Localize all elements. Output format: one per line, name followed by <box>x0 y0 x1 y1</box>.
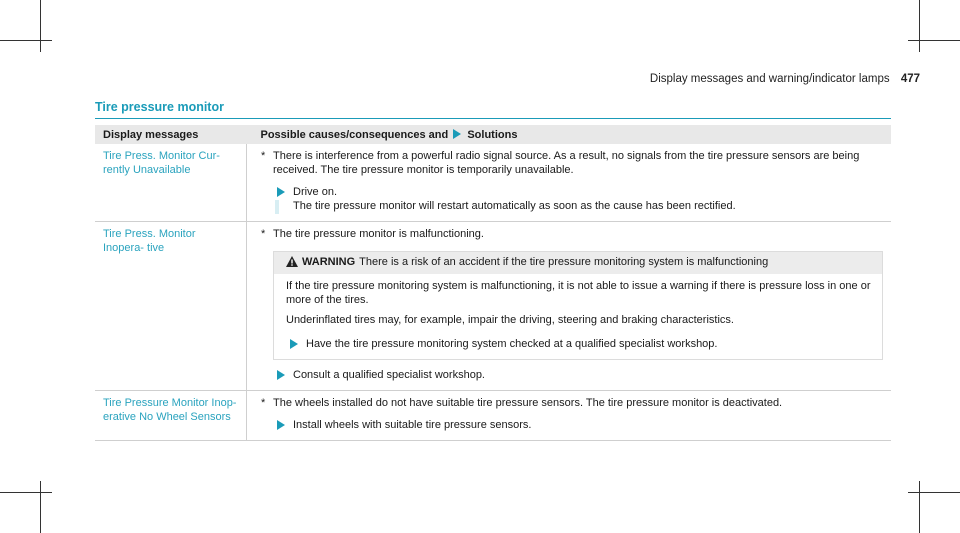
arrow-right-icon <box>277 187 285 197</box>
crop-mark <box>0 492 52 493</box>
warning-header <box>274 252 882 274</box>
details-cell <box>247 222 892 391</box>
message-cell: Tire Press. Monitor Cur- rently Unavailable <box>95 144 247 222</box>
section-title: Tire pressure monitor <box>95 100 224 114</box>
table-row <box>95 144 891 222</box>
solution-text: Install wheels with suitable tire pressure sensors. <box>293 419 532 431</box>
warning-paragraph: If the tire pressure monitoring system is malfunctioning, it is not able to issue a warning if there is pressure loss in one or more of the tires. <box>286 280 871 306</box>
result-marker-icon <box>275 200 279 214</box>
running-header <box>650 73 920 85</box>
warning-paragraph: Underinflated tires may, for example, impair the driving, steering and braking characteristics. <box>286 314 734 326</box>
bullet-star: * <box>261 228 266 240</box>
warning-box <box>273 251 883 360</box>
cause-item <box>261 227 883 241</box>
header-text: Display messages and warning/indicator lamps <box>649 73 890 85</box>
warning-triangle-icon <box>286 256 298 271</box>
crop-mark <box>40 0 41 52</box>
crop-mark <box>40 481 41 533</box>
arrow-right-icon <box>453 129 461 139</box>
bullet-star: * <box>261 397 266 409</box>
warning-label: WARNING <box>302 256 356 268</box>
warning-solution-text: Have the tire pressure monitoring system checked at a qualified specialist workshop. <box>306 338 718 350</box>
cause-text: The tire pressure monitor is malfunctioning. <box>273 228 484 240</box>
details-cell <box>247 144 892 222</box>
page-number: 477 <box>900 73 920 85</box>
col-header-causes-prefix: Possible causes/consequences and <box>260 128 449 141</box>
crop-mark <box>908 40 960 41</box>
table-row <box>95 391 891 441</box>
cause-item <box>261 149 883 177</box>
col-header-causes <box>247 125 892 144</box>
arrow-right-icon <box>290 339 298 349</box>
crop-mark <box>908 492 960 493</box>
message-cell: Tire Press. Monitor Inopera- tive <box>95 222 247 391</box>
title-rule <box>95 118 891 119</box>
bullet-star: * <box>261 150 266 162</box>
warning-solution-item <box>274 337 872 351</box>
cause-item <box>261 396 883 410</box>
crop-mark <box>919 0 920 52</box>
solution-text: Consult a qualified specialist workshop. <box>293 369 485 381</box>
crop-mark <box>0 40 52 41</box>
cause-text: There is interference from a powerful radio signal source. As a result, no signals from the tire pressure sensors are being received. The tire pressure monitor is temporarily unavailable. <box>273 150 860 176</box>
solution-result-text: The tire pressure monitor will restart automatically as soon as the cause has been rectified. <box>293 200 736 212</box>
solution-item <box>261 185 883 213</box>
warning-body <box>274 274 882 359</box>
solution-text: Drive on. <box>293 186 338 198</box>
crop-mark <box>919 481 920 533</box>
details-cell <box>247 391 892 441</box>
cause-text: The wheels installed do not have suitable tire pressure sensors. The tire pressure monitor is deactivated. <box>273 397 783 409</box>
col-header-messages: Display messages <box>95 125 247 144</box>
messages-table <box>95 125 891 441</box>
table-row <box>95 222 891 391</box>
solution-item <box>261 368 883 382</box>
message-cell: Tire Pressure Monitor Inop- erative No Wheel Sensors <box>95 391 247 441</box>
col-header-solutions: Solutions <box>467 128 518 141</box>
arrow-right-icon <box>277 370 285 380</box>
warning-title: There is a risk of an accident if the tire pressure monitoring system is malfunctioning <box>359 256 769 268</box>
solution-item <box>261 418 883 432</box>
arrow-right-icon <box>277 420 285 430</box>
table-header-row <box>95 125 891 144</box>
